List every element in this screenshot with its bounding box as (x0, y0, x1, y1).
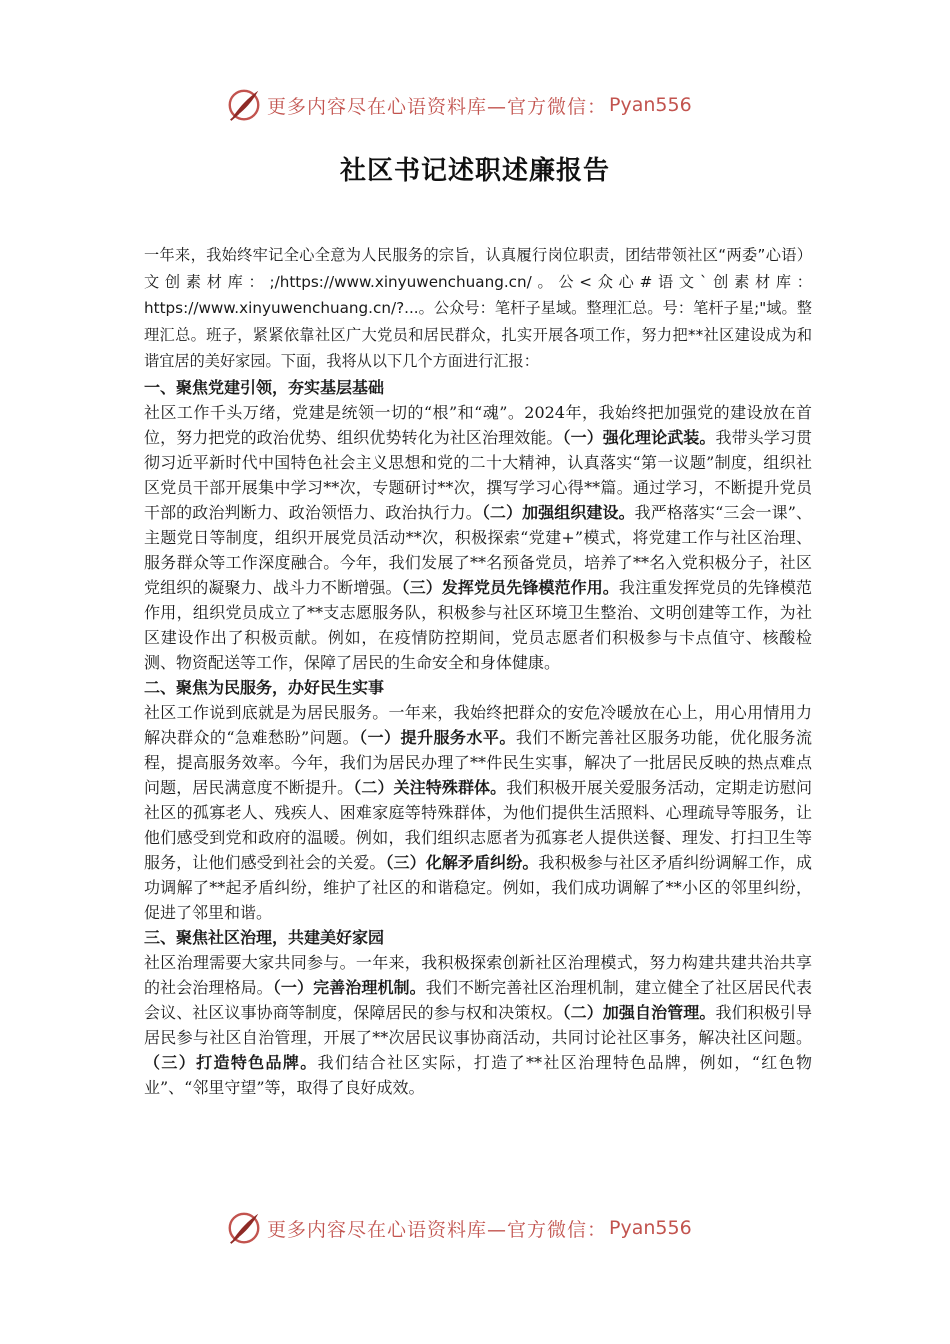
section-paragraph: 社区治理需要大家共同参与。一年来，我积极探索创新社区治理模式，努力构建共建共治共享的社会治理格局。（一）完善治理机制。我们不断完善社区治理机制，建立健全了社区居民代表会议、社区议事协商等制度，保障居民的参与权和决策权。（二）加强自治管理。我们积极引导居民参与社区自治管理，开展了**次居民议事协商活动，共同讨论社区事务，解决社区问题。（三）打造特色品牌。我们结合社区实际，打造了**社区治理特色品牌，例如，“红色物业”、“邻里守望”等，取得了良好成效。 (144, 952, 812, 1097)
quill-logo-icon (225, 1209, 263, 1247)
banner-handle: Pyan556 (609, 1217, 692, 1239)
section-paragraph: 社区工作说到底就是为居民服务。一年来，我始终把群众的安危冷暖放在心上，用心用情用力解决群众的“急难愁盼”问题。（一）提升服务水平。我们不断完善社区服务功能，优化服务流程，提高服务效率。今年，我们为居民办理了**件民生实事，解决了一批居民反映的热点难点问题，居民满意度不断提升。（二）关注特殊群体。我们积极开展关爱服务活动，定期走访慰问社区的孤寡老人、残疾人、困难家庭等特殊群体，为他们提供生活照料、心理疏导等服务，让他们感受到党和政府的温暖。例如，我们组织志愿者为孤寡老人提供送餐、理发、打扫卫生等服务，让他们感受到社会的关爱。（三）化解矛盾纠纷。我积极参与社区矛盾纠纷调解工作，成功调解了**起矛盾纠纷，维护了社区的和谐稳定。例如，我们成功调解了**小区的邻里纠纷，促进了邻里和谐。 (144, 702, 812, 922)
section-heading: 一、聚焦党建引领，夯实基层基础 (144, 377, 385, 397)
banner-handle: Pyan556 (609, 94, 692, 116)
section-heading: 三、聚焦社区治理，共建美好家园 (144, 927, 385, 947)
banner-text: 更多内容尽在心语资料库—官方微信： (267, 1218, 608, 1241)
section-heading: 二、聚焦为民服务，办好民生实事 (144, 677, 385, 697)
footer-banner (225, 1208, 745, 1248)
section-paragraph: 社区工作千头万绪，党建是统领一切的“根”和“魂”。2024年，我始终把加强党的建设放在首位，努力把党的政治优势、组织优势转化为社区治理效能。（一）强化理论武装。我带头学习贯彻习近平新时代中国特色社会主义思想和党的二十大精神，认真落实“第一议题”制度，组织社区党员干部开展集中学习**次，专题研讨**次，撰写学习心得**篇。通过学习，不断提升党员干部的政治判断力、政治领悟力、政治执行力。（二）加强组织建设。我严格落实“三会一课”、主题党日等制度，组织开展党员活动**次，积极探索“党建+”模式，将党建工作与社区治理、服务群众等工作深度融合。今年，我们发展了**名预备党员，培养了**名入党积极分子，社区党组织的凝聚力、战斗力不断增强。（三）发挥党员先锋模范作用。我注重发挥党员的先锋模范作用，组织党员成立了**支志愿服务队，积极参与社区环境卫生整治、文明创建等工作，为社区建设作出了积极贡献。例如，在疫情防控期间，党员志愿者们积极参与卡点值守、核酸检测、物资配送等工作，保障了居民的生命安全和身体健康。 (144, 402, 812, 672)
document-title: 社区书记述职述廉报告 (339, 156, 610, 186)
intro-paragraph: 一年来，我始终牢记全心全意为人民服务的宗旨，认真履行岗位职责，团结带领社区“两委”心语）文创素材库：;/https://www.xinyuwenchuang.cn/。公<众心#语文`创素材库：https://www.xinyuwenchuang.cn/?...。公众号：笔杆子星域。整理汇总。号：笔杆子星;"域。整理汇总。班子，紧紧依靠社区广大党员和居民群众，扎实开展各项工作，努力把**社区建设成为和谐宜居的美好家园。下面，我将从以下几个方面进行汇报： (144, 246, 812, 370)
header-banner (225, 85, 745, 125)
banner-text: 更多内容尽在心语资料库—官方微信： (267, 95, 608, 118)
quill-logo-icon (225, 86, 263, 124)
document-body (144, 242, 812, 1100)
